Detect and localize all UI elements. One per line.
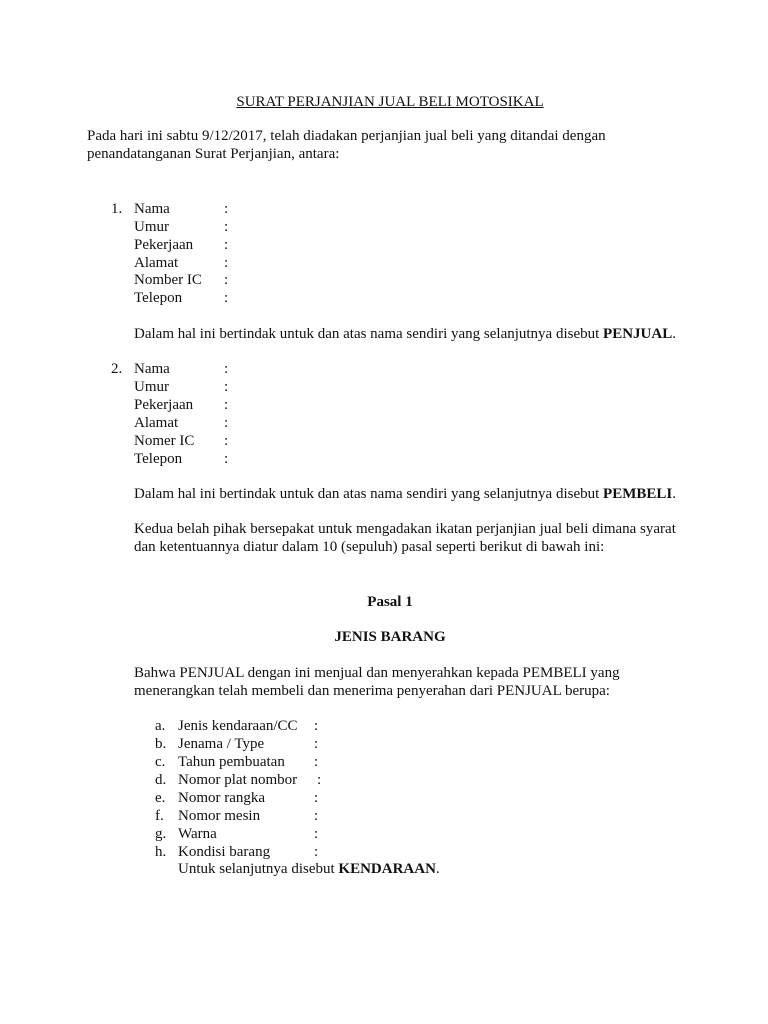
item-label: Jenis kendaraan/CC	[178, 718, 298, 734]
item-label: Warna	[178, 826, 217, 842]
pasal-heading: Pasal 1	[367, 594, 413, 610]
item-colon: :	[314, 790, 319, 806]
party-1-number: 1.	[111, 201, 123, 217]
item-letter: c.	[155, 754, 166, 770]
party-2-colon: :	[224, 379, 229, 395]
party-1-field-alamat: Alamat	[134, 255, 179, 271]
item-colon: :	[314, 718, 319, 734]
item-letter: a.	[155, 718, 166, 734]
pasal-subheading: JENIS BARANG	[334, 629, 446, 645]
item-letter: f.	[155, 808, 164, 824]
party-2-colon: :	[224, 433, 229, 449]
pasal-line-2: menerangkan telah membeli dan menerima penyerahan dari PENJUAL berupa:	[134, 683, 610, 699]
agreement-line-2: dan ketentuannya diatur dalam 10 (sepuluh) pasal seperti berikut di bawah ini:	[134, 539, 605, 555]
party-1-field-umur: Umur	[134, 219, 169, 235]
party-2-field-telepon: Telepon	[134, 451, 183, 467]
party-1-field-telepon: Telepon	[134, 290, 183, 306]
party-2-field-pekerjaan: Pekerjaan	[134, 397, 194, 413]
item-letter: e.	[155, 790, 166, 806]
party-1-field-ic: Nomber IC	[134, 272, 202, 288]
item-label: Nomor rangka	[178, 790, 266, 806]
party-1-field-nama: Nama	[134, 201, 170, 217]
party-1-colon: :	[224, 290, 229, 306]
party-2-statement-text: Dalam hal ini bertindak untuk dan atas nama sendiri yang selanjutnya disebut	[134, 486, 604, 502]
agreement-line-1: Kedua belah pihak bersepakat untuk mengadakan ikatan perjanjian jual beli dimana syarat	[134, 521, 676, 537]
item-colon: :	[314, 736, 319, 752]
party-2-colon: :	[224, 397, 229, 413]
party-2-role: PEMBELI	[603, 486, 673, 502]
party-2-field-nama: Nama	[134, 361, 170, 377]
party-2-number: 2.	[111, 361, 123, 377]
party-1-statement-end: .	[672, 326, 676, 342]
party-2-field-ic: Nomer IC	[134, 433, 195, 449]
item-label: Nomor mesin	[178, 808, 261, 824]
party-2-colon: :	[224, 451, 229, 467]
party-2-statement-end: .	[672, 486, 676, 502]
item-colon: :	[314, 826, 319, 842]
item-letter: g.	[155, 826, 167, 842]
closing-end: .	[435, 861, 440, 877]
closing-term: KENDARAAN	[338, 861, 436, 877]
party-2-colon: :	[224, 361, 229, 377]
party-1-colon: :	[224, 272, 229, 288]
party-1-role: PENJUAL	[603, 326, 673, 342]
item-letter: d.	[155, 772, 167, 788]
intro-line-1: Pada hari ini sabtu 9/12/2017, telah diadakan perjanjian jual beli yang ditandai dengan	[87, 128, 606, 144]
document-title: SURAT PERJANJIAN JUAL BELI MOTOSIKAL	[236, 94, 544, 110]
party-1-statement-text: Dalam hal ini bertindak untuk dan atas nama sendiri yang selanjutnya disebut	[134, 326, 604, 342]
item-letter: b.	[155, 736, 167, 752]
party-1-colon: :	[224, 237, 229, 253]
item-label: Tahun pembuatan	[178, 754, 285, 770]
item-label: Jenama / Type	[178, 736, 265, 752]
intro-line-2: penandatanganan Surat Perjanjian, antara:	[87, 146, 340, 162]
closing-text: Untuk selanjutnya disebut	[178, 861, 339, 877]
pasal-line-1: Bahwa PENJUAL dengan ini menjual dan menyerahkan kepada PEMBELI yang	[134, 665, 620, 681]
item-colon: :	[314, 754, 319, 770]
party-2-field-alamat: Alamat	[134, 415, 179, 431]
party-2-colon: :	[224, 415, 229, 431]
party-1-colon: :	[224, 219, 229, 235]
item-colon: :	[317, 772, 322, 788]
item-label: Nomor plat nombor	[178, 772, 298, 788]
party-1-colon: :	[224, 255, 229, 271]
party-1-statement	[134, 325, 676, 343]
party-2-field-umur: Umur	[134, 379, 169, 395]
party-1-field-pekerjaan: Pekerjaan	[134, 237, 194, 253]
closing-line	[178, 860, 440, 878]
item-colon: :	[314, 808, 319, 824]
item-label: Kondisi barang	[178, 844, 271, 860]
party-2-statement	[134, 485, 676, 503]
item-letter: h.	[155, 844, 167, 860]
party-1-colon: :	[224, 201, 229, 217]
item-colon: :	[314, 844, 319, 860]
